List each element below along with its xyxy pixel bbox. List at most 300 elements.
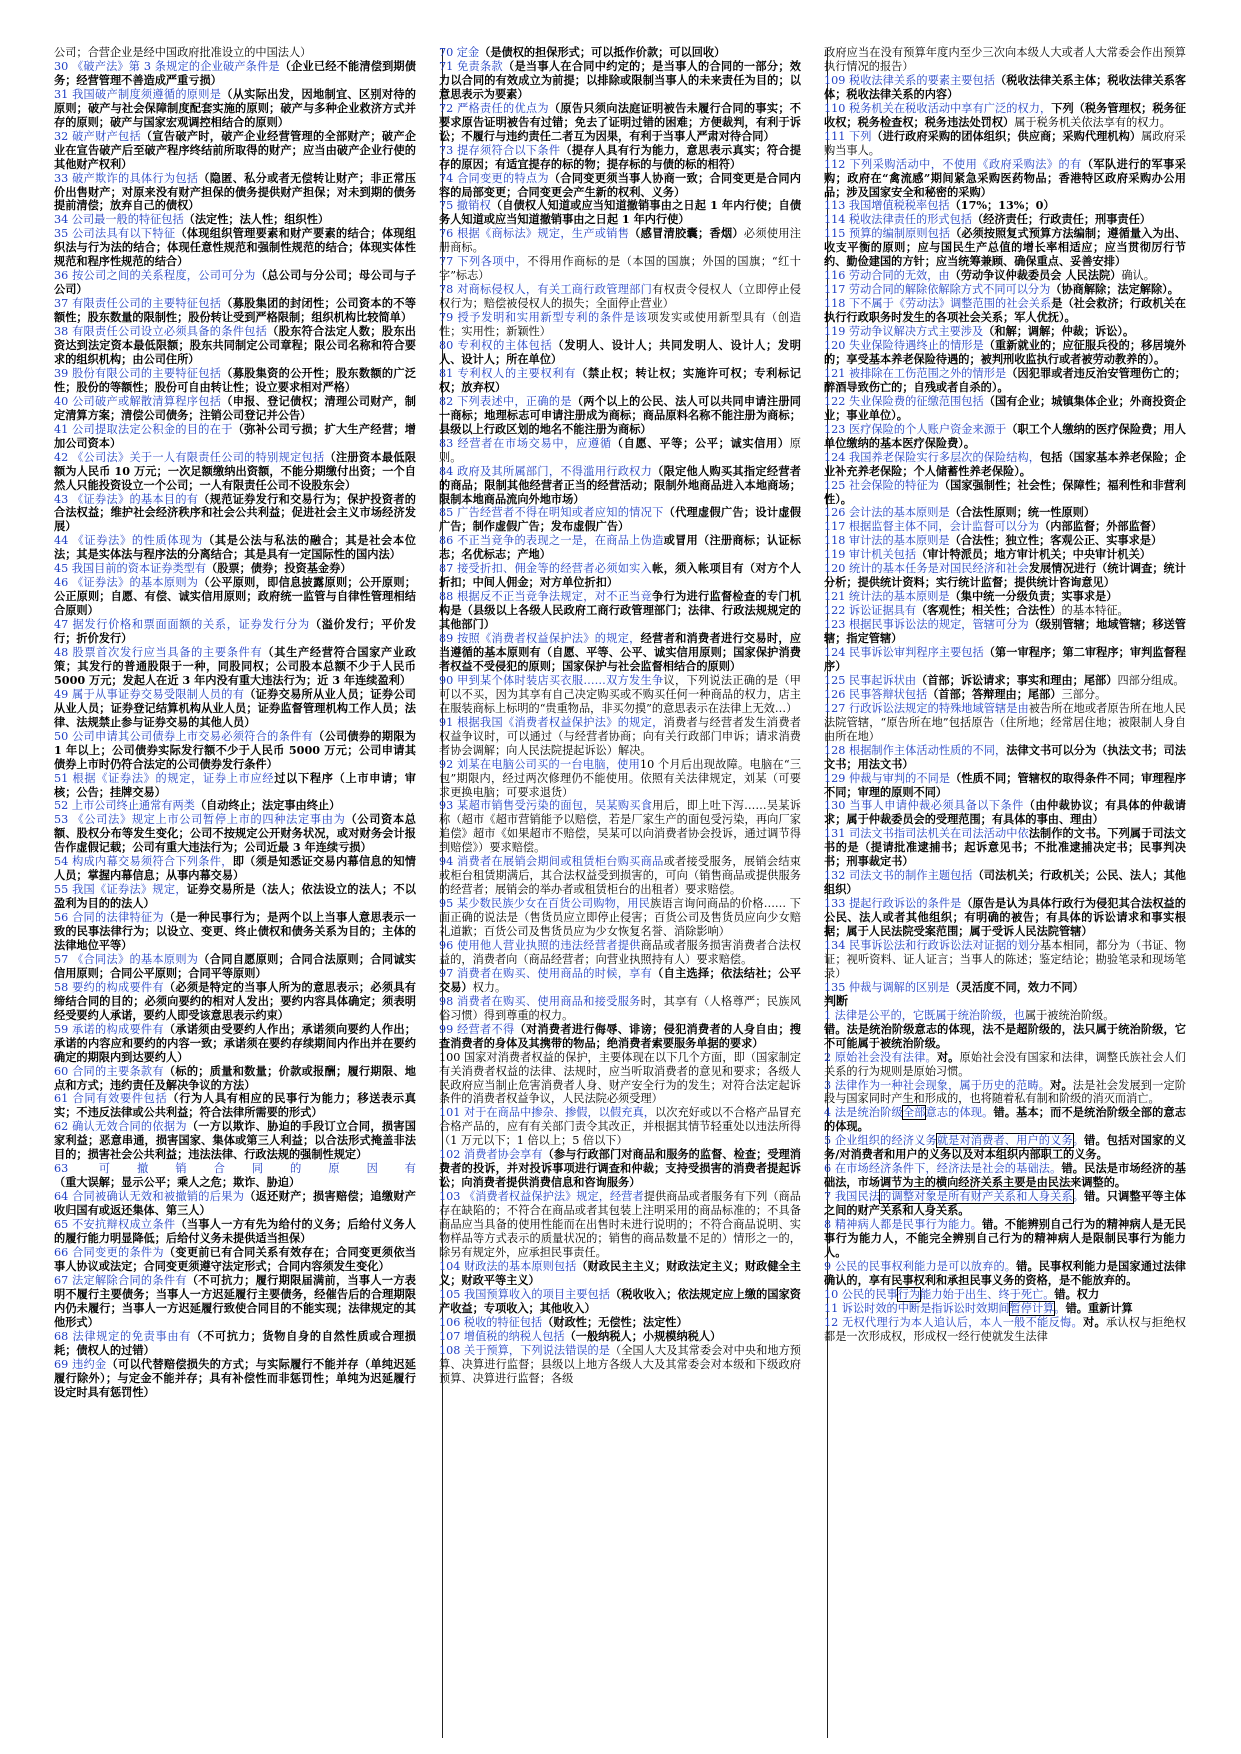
answer-text: （军队进行的军事采购；政府在“禽流感”期间紧急采购医药物品；香港特区政府采购办公用品；涉及国家安全和秘密的采购） [824,156,1186,199]
question-text: 108 关于预算，下列说法错误的是 [439,1343,611,1357]
answer-text: （原告只须向法庭证明被告未履行合同的事实；不要求原告证明被告有过错；免去了证明过错的困难；方便裁判，有利于诉讼；不履行与违约责任二者互为因果，有利于当事人严肃对待合同） [439,100,801,143]
qa-entry [439,716,801,758]
question-text: 40 公司破产或解散清算程序包括 [54,394,222,408]
qa-entry [824,520,1186,534]
answer-text: 争行为进行监督检查的专门机构是（县级以上各级人民政府工商行政管理部门；法律、行政法规规定的其他部门） [439,589,801,632]
question-text-tail: 。 [1072,1190,1085,1204]
qa-entry [54,297,416,325]
question-text: 106 税收的特征包括 [439,1315,543,1329]
question-text-tail: 意志的体现。 [925,1106,994,1120]
body-text: 提供商品或者服务有下列（商品存在缺陷的；不符合在商品或者其包装上注明采用的商品标准的；不具备商品应当具备的使用性能而在出售时未进行说明的；不符合商品说明、实物样品等方式表示的质量状况的；销售的商品数量不足的）情形之一的，除另有规定外，应承担民事责任。 [439,1190,801,1259]
qa-entry [439,465,801,507]
question-text: 56 合同的法律特征为 [54,911,164,925]
answer-text: （其是公法与私法的融合；其是社会本位法；其是实体法与程序法的分离结合；其是具有一定国际性的国内法） [54,533,416,562]
question-text: 118 审计法的基本原则是 [824,534,950,548]
answer-text: （弥补公司亏损；扩大生产经营；增加公司资本） [54,421,416,450]
qa-entry [54,562,416,576]
qa-entry [54,1190,416,1218]
body-text: 属于被统治阶级。 [1024,1008,1115,1022]
qa-entry [824,1106,1186,1134]
question-text: 113 我国增值税税率包括 [824,199,950,213]
question-text: 74 合同变更的特点为 [439,171,549,185]
question-text: 89 按照《消费者权益保护法》的规定， [439,632,641,646]
question-text: 33 破产欺诈的具体行为包括 [54,171,199,185]
answer-text: （规范证券发行和交易行为；保护投资者的合法权益；维护社会经济秩序和社会公共利益；促进社会主义市场经济发展） [54,491,416,534]
question-text: 131 司法文书指司法机关在司法活动中依 [824,827,1029,841]
qa-entry [54,1358,416,1400]
body-text: 原则。 [439,436,801,464]
boxed-phrase: 行为 [897,1287,921,1301]
question-text: 84 政府及其所属部门，不得滥用行政权力 [439,464,653,478]
answer-text: （由仲裁协议；有具体的仲裁请求；属于仲裁委员会的受理范围；有具体的事由、理由） [824,798,1186,827]
answer-text: （客观性；相关性；合法性） [916,603,1062,618]
answer-text: （从实际出发，因地制宜、区别对待的原则；破产与社会保障制度配套实施的原则；破产与多种企业救济方式并存的原则；破产与国家宏观调控相结合的原则） [54,86,416,129]
question-text: 2 原始社会没有法律。 [824,1050,937,1064]
body-text: 商品或者服务损害消费者合法权益的，消费者向（商品经营者；向营业执照持有人）要求赔偿。 [439,939,801,966]
question-text: 122 诉讼证据具有 [824,604,917,618]
question-text: 99 经营者不得 [439,1022,515,1036]
body-text: 以次充好或以不合格产品冒充合格产品的，应有有关部门责令其改正，并根据其情节轻重处以违法所得（1 万元以下；1 倍以上；5 倍以下） [439,1106,801,1148]
answer-text: （隐匿、私分或者无偿转让财产；非正常压价出售财产；对原来没有财产担保的债务提供财产担保；对未到期的债务提前清偿；放弃自己的债权） [54,170,416,213]
question-text: 61 合同有效要件包括 [54,1092,168,1106]
qa-entry [54,269,416,297]
answer-text: （重新就业的；应征服兵役的；移居境外的；享受基本养老保险待遇的；被判刑收监执行或者被劳动教养的）。 [824,338,1186,366]
qa-entry [824,618,1186,646]
question-text: 6 在市场经济条件下，经济法是社会的基础法。 [824,1162,1062,1176]
qa-entry [824,897,1186,939]
qa-entry [54,395,416,423]
answer-text: （是债权的担保形式；可以抵作价款；可以回收） [479,46,726,59]
answer-text: 错。权力 [1054,1286,1100,1301]
answer-text: 包括（国家基本养老保险；企业补充养老保险；个人储蓄性养老保险）。 [824,449,1186,478]
question-text: 41 公司提取法定公积金的目的在于 [54,422,233,436]
body-text: 确认。 [1121,269,1155,283]
qa-entry [824,1260,1186,1288]
question-text: 75 撤销权 [439,199,491,213]
question-text: 111 下列 [824,129,872,143]
body-text: 公司；合营企业是经中国政府批准设立的中国法人） [54,46,312,59]
qa-entry [824,981,1186,995]
qa-entry [824,199,1186,213]
answer-text: （募股集团的封闭性；公司资本的不等额性；股东数量的限制性；股份转让受到严格限制；组织机构比较简单） [54,296,416,325]
qa-entry [824,1079,1186,1107]
question-text: 121 被排除在工伤范围之外的情形是 [824,366,1007,380]
answer-text: （合同自愿原则；合同合法原则；合同诚实信用原则；合同公平原则；合同平等原则） [54,951,416,980]
boxed-phrase: 暂停计算 [1009,1301,1055,1315]
answer-text: （国有企业；城镇集体企业；外商投资企业；事业单位）。 [824,393,1186,422]
document-page [54,46,1194,1736]
qa-entry [439,995,801,1023]
question-text: 116 劳动合同的无效，由 [824,269,950,283]
answer-text: 过以下程序（上市申请；审核；公告；挂牌交易） [54,770,416,799]
answer-text: （公平原则，即信息披露原则；公开原则；公正原则；自愿、有偿、诚实信用原则；政府统一监管与自律性管理相结合原则） [54,575,416,618]
answer-text: 法制作的文书。下列属于司法文书的是（提请批准逮捕书；起诉意见书；不批准逮捕决定书；民事判决书；刑事裁定书） [824,826,1186,869]
qa-entry [439,60,801,102]
qa-entry [824,799,1186,827]
question-text: 11 诉讼时效的中断是指诉讼时效期间 [824,1301,1010,1315]
body-text: 有权责令侵权人（立即停止侵权行为；赔偿被侵权人的损失；全面停止营业） [439,283,801,311]
qa-entry [824,479,1186,507]
qa-entry [824,74,1186,102]
answer-text: （禁止权；转让权；实施许可权；专利标记权；放弃权） [439,365,801,394]
answer-text: （可以代替赔偿损失的方式；与实际履行不能并存（单纯迟延履行除外）；与定金不能并存；具有补偿性而非惩罚性；单纯为迟延履行设定时具有惩罚性） [54,1356,416,1399]
answer-text: 错。重新计算 [1065,1300,1133,1315]
qa-entry [54,423,416,451]
boxed-phrase: 的调整对象是所有财产关系和人身关系 [880,1190,1073,1204]
text-column-3 [824,46,1186,1736]
qa-entry [824,325,1186,339]
answer-text: （变更前已有合同关系有效存在；合同变更须依当事人协议或法定；合同变更须遵守法定形式；合同内容须发生变化） [54,1244,416,1273]
body-text: 必须使用注册商标。 [439,227,801,255]
answer-text: （公司资本总额、股权分布等发生变化；公司不按规定公开财务状况，或对财务会计报告作虚假记载；公司有重大违法行为；公司近最 3 年连续亏损） [54,812,416,855]
question-text: 51 根据《证券法》的规定，证券上市应经 [54,771,275,785]
body-text: 法是社会发展到一定阶段与国家同时产生和形成的，也将随着私有制和阶级的消灭而消亡。 [824,1078,1186,1106]
question-text: 90 甲到某个体时装店买衣服……双方发生争 [439,673,664,687]
question-text: 85 广告经营者不得在明知或者应知的情况下 [439,506,664,520]
qa-entry [439,939,801,967]
answer-text: （代理虚假广告；设计虚假广告；制作虚假广告；发布虚假广告） [439,505,801,534]
body-text: 议，下列说法正确的是（甲可以不买，因为其享有自己决定购买或不购买任何一种商品的权力，店主在服装商标上标明的“贵重物品，非买勿摸”的意思表示在法律上无效…） [439,673,801,715]
qa-entry [824,1190,1186,1218]
question-text: 65 不安抗辩权成立条件 [54,1218,176,1232]
answer-text: （内部监督；外部监督） [1039,519,1163,534]
question-text: 123 医疗保险的个人账户资金来源于 [824,422,1007,436]
answer-text: （国家强制性；社会性；保障性；福利性和非营利性）。 [824,477,1186,506]
qa-entry [439,1330,801,1344]
answer-text: （证券交易所从业人员；证券公司从业人员；证券登记结算机构从业人员；证券监督管理机构工作人员；法律、法规禁止参与证券交易的其他人员） [54,686,416,729]
qa-entry [54,813,416,855]
question-text: 97 消费者在购买、使用商品的时候，享有 [439,966,653,980]
question-text: 103 《消费者权益保护法》规定，经营者 [439,1190,644,1204]
answer-text: （职工个人缴纳的医疗保险费；用人单位缴纳的基本医疗保险费）。 [824,421,1186,450]
answer-text: （体现组织管理要素和财产要素的结合；体现组织法与行为法的结合；体现任意性规范和强制性规范的结合；体现实体性规范和程序性规范的结合） [54,226,416,269]
body-text: 不得用作商标的是（本国的国旗；外国的国旗；“红十字”标志） [439,255,801,283]
qa-entry [824,1162,1186,1190]
question-text: 58 要约的构成要件有 [54,980,164,994]
qa-entry [54,1065,416,1093]
answer-text: （是当事人在合同中约定的；是当事人的合同的一部分；效力以合同的有效成立为前提；以排除或限制当事人的未来责任为目的；以意思表示为要素） [439,58,801,101]
answer-text: （参与行政部门对商品和服务的监督、检查；受理消费者的投诉，并对投诉事项进行调查和仲裁；支持受损害的消费者提起诉讼；向消费者提供消费信息和咨询服务） [439,1147,801,1190]
answer-text: 即（须是知悉证交易内幕信息的知情人员；掌握内幕信息；从事内幕交易） [54,854,416,883]
question-text: 76 根据《商标法》规定，生产或销售 [439,227,630,241]
qa-entry [439,1148,801,1190]
question-text: 63 可撤销合同的原因有 [54,1162,416,1176]
question-text: 45 我国目前的资本证券类型有 [54,562,207,576]
qa-entry [54,213,416,227]
qa-entry [439,855,801,897]
answer-text: （第一审程序；第二审程序；审判监督程序） [824,644,1186,673]
qa-entry [439,1051,801,1107]
answer-text: （标的；质量和数量；价款或报酬；履行期限、地点和方式；违约责任及解决争议的方法） [54,1063,416,1092]
body-text: 项发实或使用新型具有（创造性；实用性；新颖性） [439,311,801,339]
qa-entry [824,1051,1186,1079]
question-text: 135 仲裁与调解的区别是 [824,980,950,994]
body-text: 或者接受服务，展销会结束或柜台租赁期满后，其合法权益受到损害的，可向（销售商品或提供服务的经营者；展销会的举办者或租赁柜台的出租者）要求赔偿。 [439,855,801,897]
answer-text: 法律文书可以分为（执法文书；司法文书；用法文书） [824,742,1186,771]
qa-entry [439,1316,801,1330]
body-text: 政府应当在没有预算年度内至少三次向本级人大或者人大常委会作出预算执行情况的报告） [824,46,1186,73]
answer-text: （募股集资的公开性；股东数额的广泛性；股份的等额性；股份可自由转让性；设立要求相对严格） [54,365,416,394]
qa-entry [439,1106,801,1148]
body-text: （全国人大及其常委会对中央和地方预算、决算进行监督；县级以上地方各级人大及其常委会对本级和下级政府预算、决算进行监督；各级 [439,1343,801,1385]
answer-text: 证券交易所是（法人；依法设立的法人；不以盈利为目的的法人） [54,882,416,911]
qa-entry [824,548,1186,562]
question-text-tail: 。 [1072,1134,1085,1148]
body-text: 属于税务机关依法享有的权力。 [1014,115,1171,129]
qa-entry [54,227,416,269]
question-text: 10 公民的民事 [824,1287,898,1301]
answer-text: （自债权人知道或应当知道撤销事由之日起 1 年内行使；自债务人知道或应当知道撤销事由之日起 1 年内行使） [439,198,801,227]
answer-text: 是（社会救济；行政机关在执行行政职务时发生的各项社会关系；军人优抚）。 [824,296,1186,325]
qa-entry [54,325,416,367]
question-text: 117 根据监督主体不同，会计监督可以分为 [824,520,1040,534]
question-text-tail: 。 [1054,1301,1066,1315]
qa-entry [824,1288,1186,1302]
answer-text: （灵活度不同，效力不同） [949,979,1084,994]
answer-text: （对消费者进行侮辱、诽谤；侵犯消费者的人身自由；搜查消费者的身体及其携带的物品；绝消费者索要服务单据的要求） [439,1021,801,1050]
qa-entry [824,1218,1186,1260]
question-text: 52 上市公司终止通常有两类 [54,799,195,813]
question-text: 37 有限责任公司的主要特征包括 [54,297,222,311]
qa-entry [54,451,416,493]
question-text: 94 消费者在展销会期间或租赁柜台购买商品 [439,855,664,869]
question-text: 130 当事人申请仲裁必须具备以下条件 [824,799,1024,813]
question-text: 87 接受折扣、佣金等的经营者必须如实入 [439,562,653,576]
qa-entry [824,1134,1186,1162]
qa-entry [439,1023,801,1051]
qa-entry [824,102,1186,130]
qa-entry [439,1288,801,1316]
question-text: 82 下列表述中，正确的是 [439,394,572,408]
answer-text: （总公司与分公司；母公司与子公司） [54,268,416,297]
body-text: 100 国家对消费者权益的保护，主要体现在以下几个方面，即（国家制定有关消费者权益的法律、法规时，应当听取消费者的意见和要求；各级人民政府应当制止危害消费者人身、财产安全行为的发生；对符合法定起诉条件的消费者权益争议，人民法院必须受理） [439,1050,801,1106]
answer-text: （集中统一分级负责；实事求是） [949,589,1118,604]
question-text: 60 合同的主要条款有 [54,1064,164,1078]
question-text: 110 税务机关在税收活动中享有广泛的权力， [824,101,1052,115]
qa-entry [54,981,416,1023]
section-heading-text: 判断 [824,993,849,1008]
question-text: 112 下列采购活动中，不使用《政府采购法》的有 [824,157,1082,171]
answer-text: （17%；13%；0） [949,198,1055,213]
qa-entry [54,493,416,535]
qa-entry [439,102,801,144]
answer-text: （发明人、设计人；共同发明人、设计人；发明人、设计人；所在单位） [439,338,801,366]
answer-text: （感冒清胶囊；香烟） [629,226,744,241]
qa-entry [54,730,416,772]
qa-entry [54,367,416,395]
question-text: 86 不正当竞争的表现之一是，在商品上伪造 [439,534,664,548]
question-text: 91 根据我国《消费者权益保护法》的规定， [439,715,664,729]
question-text: 48 股票首次发行应当具备的主要条件有 [54,645,263,659]
question-text: 32 破产财产包括 [54,129,141,143]
qa-entry [439,395,801,437]
qa-entry [439,590,801,632]
qa-entry [824,1316,1186,1344]
question-text: 59 承诺的构成要件有 [54,1022,164,1036]
question-text-tail: 能力始于出生、终于死亡。 [920,1287,1055,1301]
qa-entry [824,1023,1186,1051]
question-text: 69 违约金 [54,1357,107,1371]
qa-entry [439,534,801,562]
qa-entry [439,437,801,465]
question-text: 55 我国《证券法》规定， [54,883,187,897]
question-text: 54 构成内幕交易须符合下列条件， [54,855,233,869]
answer-text: （自愿、平等；公平；诚实信用） [611,435,790,450]
qa-entry [439,144,801,172]
qa-entry [824,534,1186,548]
qa-entry [439,562,801,590]
answer-text: 对。 [1050,1077,1073,1092]
qa-entry [824,269,1186,283]
qa-entry [439,674,801,716]
answer-text: （合法性；独立性；客观公正、实事求是） [949,533,1163,548]
body-text: 权力。 [472,980,507,994]
question-text: 124 我国养老保险实行多层次的保险结构， [824,450,1040,464]
answer-text: （进行政府采购的团体组织；供应商；采购代理机构） [871,128,1142,143]
question-text: 3 法律作为一种社会现象，属于历史的范畴。 [824,1078,1051,1092]
qa-entry [54,1246,416,1274]
question-text: 9 公民的民事权利能力是可以放弃的。 [824,1259,1017,1273]
qa-entry [824,827,1186,869]
answer-text: （承诺须由受要约人作出；承诺须向要约人作出；承诺的内容应和要约的内容一致；承诺须在要约存续期间内作出并在要约确定的期限内到达要约人） [54,1021,416,1064]
answer-text: （合同变更须当事人协商一致；合同变更是合同内容的局部变更；合同变更会产生新的权利、义务） [439,170,801,199]
question-text: 64 合同被确认无效和被撤销的后果为 [54,1190,245,1204]
question-text: 126 民事答辩状包括 [824,687,928,701]
qa-entry [824,674,1186,688]
answer-text: 帐，须入帐项目有（对方个人折扣；中间人佣金；对方单位折扣） [439,561,801,590]
question-text: 36 按公司之间的关系程度，公司可分为 [54,269,256,283]
question-text: 126 会计法的基本原则是 [824,506,950,520]
qa-entry [54,799,416,813]
qa-entry [439,367,801,395]
answer-text: （当事人一方有先为给付的义务；后给付义务人的履行能力明显降低；后给付义务未提供适当担保） [54,1217,416,1246]
qa-entry [824,604,1186,618]
qa-entry [54,883,416,911]
answer-text: （级别管辖；地域管辖；移送管辖；指定管辖） [824,617,1186,646]
qa-entry [439,897,801,939]
question-text: 105 我国预算收入的项目主要包括 [439,1287,611,1301]
question-text: 92 刘某在电脑公司买的一台电脑，使用 [439,757,641,771]
question-text: 129 仲裁与审判的不同是 [824,771,951,785]
question-text: 117 劳动合同的解除依解除方式不同可以分为 [824,283,1051,297]
qa-entry [439,799,801,855]
answer-text: 错。基本；而不是统治阶级全部的意志的体现。 [824,1105,1186,1134]
qa-entry [54,618,416,646]
qa-entry [54,576,416,618]
qa-entry [824,869,1186,897]
answer-text: （首部；诉讼请求；事实和理由；尾部） [916,672,1118,687]
question-text: 42 《公司法》关于一人有限责任公司的特别规定包括 [54,450,325,464]
answer-text: （两个以上的公民、法人可以共同申请注册同一商标；地理标志可申请注册成为商标；商品原料名称不能注册为商标；县级以上行政区划的地名不能注册为商标） [439,393,801,436]
qa-entry [54,1330,416,1358]
answer-text: 对。 [1083,1314,1106,1329]
qa-entry [824,227,1186,269]
body-text: 属政府采购当事人。 [824,129,1186,157]
qa-entry [54,1218,416,1246]
answer-text: （不可抗力；履行期限届满前，当事人一方表明不履行主要债务；当事人一方迟延履行主要债务，经催告后的合理期限内仍未履行；当事人一方迟延履行致使合同目的不能实现；法律规定的其他形式） [54,1272,416,1329]
question-text: 46 《证券法》的基本原则为 [54,576,199,590]
answer-text: （必须是特定的当事人所为的意思表示；必须具有缔结合同的目的；必须向要约的相对人发出；要约内容具体确定；须表明经受要约人承诺，要约人即受该意思表示约束） [54,979,416,1022]
qa-entry [439,1260,801,1288]
question-text: 79 授予发明和实用新型专利的条件是该 [439,311,648,325]
question-text: 98 消费者在购买、使用商品和接受服务 [439,994,641,1008]
body-text: 原始社会没有国家和法律，调整氏族社会人们关系的行为规则是原始习惯。 [824,1050,1186,1078]
answer-text: 对。 [936,1049,960,1064]
answer-text: （司法机关；行政机关；公民、法人；其他组织） [824,868,1186,897]
question-text: 132 司法文书的制作主题包括 [824,869,973,883]
qa-entry [824,339,1186,367]
body-text: 消费者与经营者发生消费者权益争议时，可以通过（与经营者协商；向有关行政部门申诉；请求消费者协会调解；向人民法院提起诉讼）解决。 [439,715,801,757]
question-text: 104 财政法的基本原则包括 [439,1259,577,1273]
answer-text: （公司债券的期限为 1 年以上；公司债券实际发行额不少于人民币 5000 万元；公司申请其债券上市时仍符合法定的公司债券发行条件） [54,728,416,771]
answer-text: 错。民法是市场经济的基础法，市场调节为主的横向经济关系主要是由民法来调整的。 [824,1161,1186,1190]
qa-entry [824,423,1186,451]
answer-text: （合法性原则；统一性原则） [949,505,1096,520]
qa-entry [439,283,801,311]
question-text: 118 下不属于《劳动法》调整范围的社会关系 [824,297,1052,311]
qa-entry [824,395,1186,423]
answer-text: （一方以欺诈、胁迫的手段订立合同，损害国家利益；恶意串通，损害国家、集体或第三人利益；以合法形式掩盖非法目的；损害社会公共利益；违法法律、行政法规的强制性规定） [54,1119,416,1162]
qa-entry [439,758,801,800]
answer-text: （税收收入；依法规定应上缴的国家资产收益；专项收入；其他收入） [439,1286,801,1315]
question-text: 115 预算的编制原则包括 [824,227,951,241]
answer-text: （税收法律关系主体；税收法律关系客体；税收法律关系的内容） [824,72,1186,101]
text-column-2 [439,46,801,1736]
body-text: 四部分组成。 [1117,673,1185,687]
qa-entry [54,1120,416,1162]
answer-text: 经营者和消费者进行交易时，应当遵循的基本原则有（自愿、平等、公平、诚实信用原则；国家保护消费者权益不受侵犯的原则；国家保护与社会监督相结合的原则） [439,631,801,673]
question-text: 78 对商标侵权人，有关工商行政管理部门 [439,283,653,297]
answer-text: （申报、登记债权；清理公司财产，制定清算方案；清偿公司债务；注销公司登记并公告） [54,393,416,422]
qa-entry [439,311,801,339]
qa-entry [54,953,416,981]
qa-entry [824,939,1186,981]
qa-entry [439,255,801,283]
question-text: 134 民事诉讼法和行政诉讼法对证据的划分 [824,939,1040,952]
question-text: 1 法律是公平的，它既属于统治阶级，也 [824,1008,1025,1022]
boxed-phrase: 全部 [902,1106,926,1120]
qa-entry [824,744,1186,772]
answer-text: （性质不同；管辖权的取得条件不同；审理程序不同；审理的原则不同） [824,770,1186,799]
qa-entry [439,1344,801,1386]
body-text: 的基本特征。 [1061,604,1129,618]
qa-entry [439,1190,801,1260]
qa-entry [824,1302,1186,1316]
question-text: 114 税收法律责任的形式包括 [824,213,972,227]
question-text: 80 专利权的主体包括 [439,339,553,353]
answer-text: （原告是认为具体行政行为侵犯其合法权益的公民、法人或者其他组织；有明确的被告；有具体的诉讼请求和事实根据；属于人民法院受案范围；属于受诉人民法院管辖） [824,896,1186,939]
answer-text: （溢价发行；平价发行；折价发行） [54,617,416,646]
qa-entry [824,688,1186,702]
question-text: 66 合同变更的条件为 [54,1245,164,1259]
qa-entry [439,632,801,674]
question-text: 102 消费者协会享有 [439,1148,543,1162]
question-text: 77 下列各项中， [439,255,528,269]
question-text: 81 专利权人的主要权利有 [439,366,577,380]
qa-entry [439,506,801,534]
boxed-phrase: 就是对消费者、用户的义务 [936,1134,1073,1148]
qa-entry [54,1092,416,1120]
question-text: 93 某超市销售受污染的面包，吴某购买食 [439,799,653,813]
question-text: 133 提起行政诉讼的条件是 [824,897,962,911]
body-text: 10 个月后出现故障。电脑在“三包”期限内，经过两次修理仍不能使用。依照有关法律规定，刘某（可要求更换电脑；可要求退货） [439,757,801,799]
question-text: 35 公司法具有以下特征 [54,227,176,241]
question-text: 96 使用他人营业执照的违法经营者提供 [439,939,641,952]
answer-text: （自主选择；依法结社；公平交易） [439,965,801,994]
question-text: 128 根据制作主体活动性质的不同， [824,743,1007,757]
qa-entry [439,967,801,995]
text-column-1 [54,46,416,1736]
